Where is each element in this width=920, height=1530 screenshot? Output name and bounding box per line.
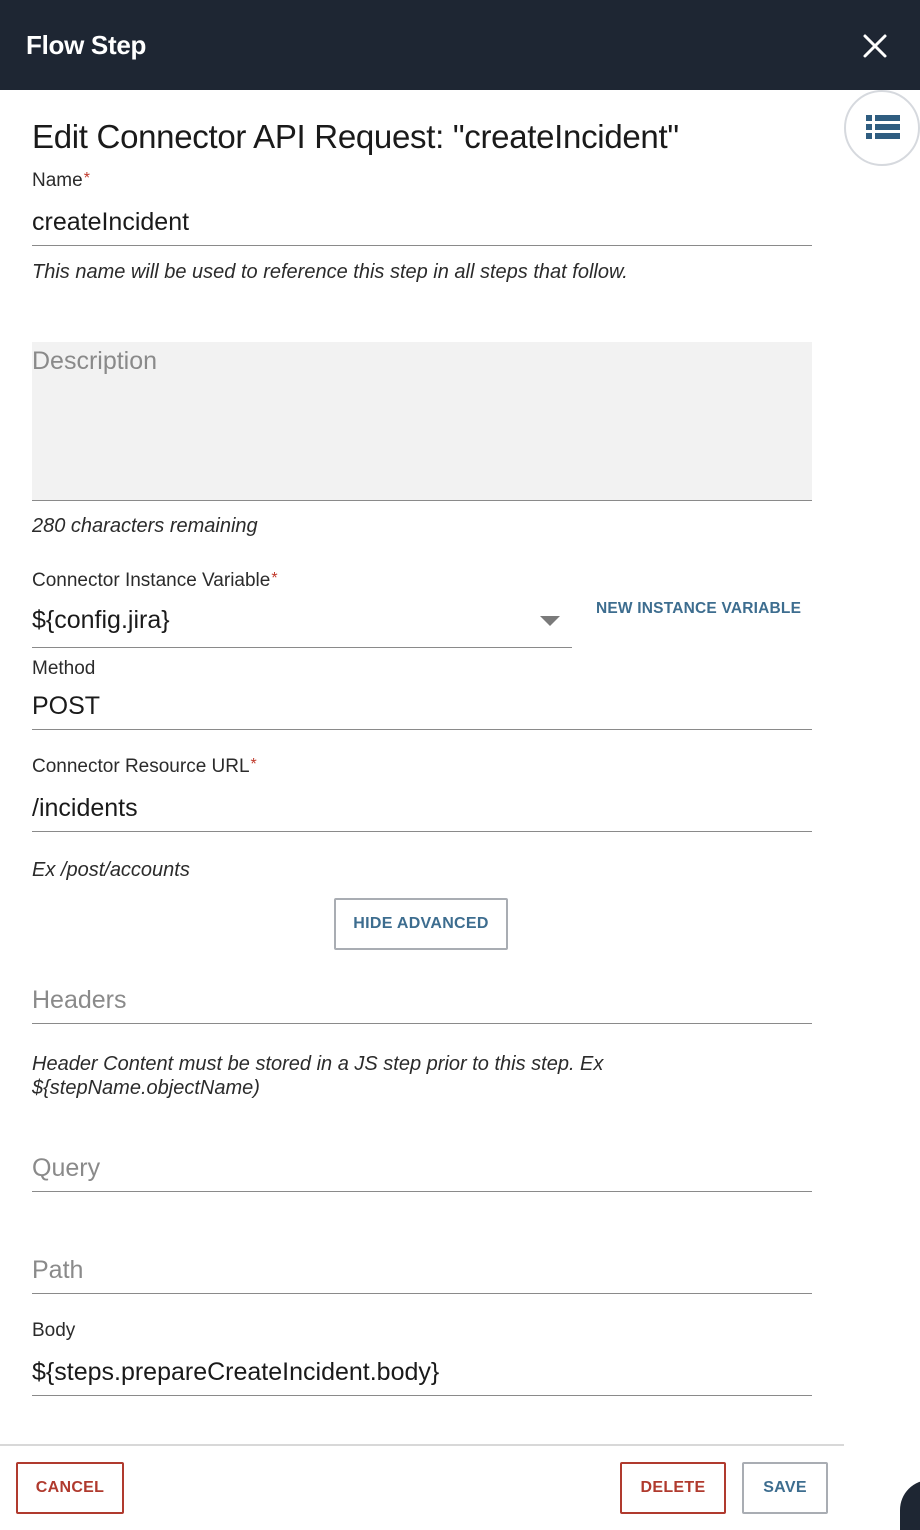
query-input[interactable]: Query bbox=[32, 1146, 812, 1192]
name-label bbox=[32, 170, 90, 192]
page-title: Edit Connector API Request: "createIncident" bbox=[32, 118, 679, 155]
resource-url-label-text: Connector Resource URL bbox=[32, 756, 250, 777]
description-remaining: 280 characters remaining bbox=[32, 515, 258, 537]
connector-instance-label-text: Connector Instance Variable bbox=[32, 570, 271, 591]
connector-instance-select[interactable] bbox=[32, 600, 572, 648]
header-title: Flow Step bbox=[26, 30, 147, 60]
method-input[interactable]: POST bbox=[32, 684, 812, 730]
headers-input[interactable]: Headers bbox=[32, 978, 812, 1024]
body-input[interactable]: ${steps.prepareCreateIncident.body} bbox=[32, 1350, 812, 1396]
chevron-down-icon bbox=[540, 616, 560, 626]
close-button[interactable] bbox=[858, 29, 892, 63]
body-label: Body bbox=[32, 1320, 76, 1341]
resource-url-hint: Ex /post/accounts bbox=[32, 859, 190, 881]
cancel-button[interactable]: CANCEL bbox=[16, 1462, 124, 1514]
required-marker: * bbox=[250, 756, 257, 773]
close-icon bbox=[858, 29, 892, 63]
headers-hint bbox=[32, 1052, 603, 1100]
headers-hint-line2: ${stepName.objectName) bbox=[32, 1077, 260, 1099]
method-label: Method bbox=[32, 658, 96, 679]
headers-hint-line1: Header Content must be stored in a JS step prior to this step. Ex bbox=[32, 1053, 604, 1075]
list-icon bbox=[866, 113, 900, 143]
resource-url-input[interactable]: /incidents bbox=[32, 786, 812, 832]
required-marker: * bbox=[271, 570, 278, 587]
description-textarea[interactable] bbox=[32, 342, 812, 501]
flow-step-header bbox=[0, 0, 920, 90]
step-outline-button[interactable] bbox=[844, 90, 920, 166]
save-button[interactable]: SAVE bbox=[742, 1462, 828, 1514]
delete-button[interactable]: DELETE bbox=[620, 1462, 726, 1514]
name-hint: This name will be used to reference this step in all steps that follow. bbox=[32, 261, 628, 283]
name-input[interactable]: createIncident bbox=[32, 200, 812, 246]
required-marker: * bbox=[83, 170, 90, 187]
footer-divider bbox=[0, 1444, 844, 1446]
connector-instance-label bbox=[32, 570, 278, 592]
resource-url-label bbox=[32, 756, 257, 778]
new-instance-variable-button[interactable]: NEW INSTANCE VARIABLE bbox=[596, 600, 802, 617]
background-corner bbox=[900, 1480, 920, 1530]
path-input[interactable]: Path bbox=[32, 1248, 812, 1294]
description-placeholder: Description bbox=[32, 347, 158, 375]
hide-advanced-button[interactable]: HIDE ADVANCED bbox=[334, 898, 508, 950]
name-label-text: Name bbox=[32, 170, 83, 191]
connector-instance-value: ${config.jira} bbox=[32, 606, 170, 634]
